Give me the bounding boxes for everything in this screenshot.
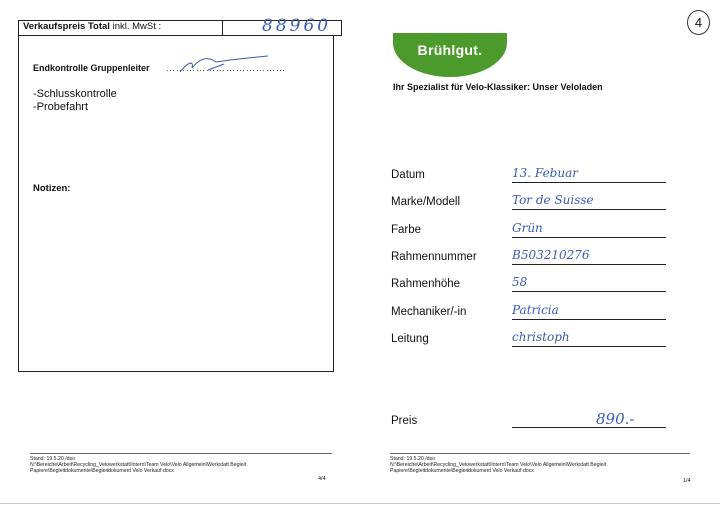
field-line (512, 182, 666, 183)
price-total-label-bold: Verkaufspreis Total (23, 21, 110, 32)
field-label: Rahmennummer (391, 250, 477, 263)
check-item-probefahrt: -Probefahrt (33, 101, 89, 113)
logo-text: Brühlgut. (417, 42, 483, 58)
footer-line: N:\Bereiche\Arbeit\Recycling_Velowerkstatt\Intern\Team Velo\Velo Allgemein\Werkstatt Begleit (30, 462, 247, 469)
field-label: Rahmenhöhe (391, 278, 461, 291)
field-line (512, 291, 666, 292)
footer-line: Stand: 19.5.20 /dso (390, 456, 435, 462)
price-total-value: 88960 (262, 16, 332, 36)
field-value: B503210276 (512, 247, 590, 262)
field-label: Marke/Modell (391, 196, 461, 209)
field-line (512, 209, 666, 210)
field-label: Farbe (391, 223, 422, 236)
scan-edge (0, 503, 720, 504)
price-total-label-rest: inkl. MwSt : (109, 21, 162, 32)
field-value: Patricia (512, 302, 559, 317)
endkontrolle-label: Endkontrolle Gruppenleiter (33, 63, 150, 73)
field-value: Grün (512, 220, 543, 235)
endkontrolle-signature-line: ……………………………… (166, 63, 286, 73)
footer-line: Papiere\Begleitdokumente\Begleitdokument Velo Verkauf.docx (390, 468, 534, 475)
footer-line: Stand: 19.5.20 /dso (30, 456, 75, 462)
footer-line: Papiere\Begleitdokumente\Begleitdokument Velo Verkauf.docx (30, 468, 174, 475)
check-item-schlusskontrolle: -Schlusskontrolle (33, 88, 117, 100)
notes-label: Notizen: (33, 183, 71, 194)
field-value: 58 (512, 275, 528, 290)
field-label: Leitung (391, 332, 429, 345)
field-line (512, 319, 666, 320)
preis-label: Preis (391, 415, 418, 427)
left-footer (30, 456, 246, 475)
control-panel (18, 35, 334, 372)
field-value: 13. Febuar (512, 166, 578, 180)
tagline: Ihr Spezialist für Velo-Klassiker: Unser Veloladen (393, 82, 603, 92)
right-page-number: 1/4 (683, 478, 691, 484)
footer-line: N:\Bereiche\Arbeit\Recycling_Velowerkstatt\Intern\Team Velo\Velo Allgemein\Werkstatt Begleit (390, 462, 607, 469)
circled-page-number: 4 (687, 10, 710, 35)
price-total-label (23, 21, 161, 32)
field-line (512, 346, 666, 347)
field-line (512, 264, 666, 265)
bruehlgut-logo (393, 33, 507, 77)
field-value: Tor de Suisse (512, 193, 594, 208)
left-page-number: 4/4 (318, 476, 326, 482)
footer-divider (390, 453, 690, 454)
footer-divider (30, 453, 332, 454)
preis-value: 890.- (596, 410, 635, 428)
field-value: christoph (512, 329, 570, 344)
field-label: Datum (391, 169, 425, 181)
preis-line (512, 427, 666, 428)
right-footer (390, 456, 606, 475)
field-line (512, 237, 666, 238)
field-label: Mechaniker/-in (391, 305, 467, 318)
signature-scribble (178, 54, 270, 76)
price-box-divider (222, 20, 223, 35)
